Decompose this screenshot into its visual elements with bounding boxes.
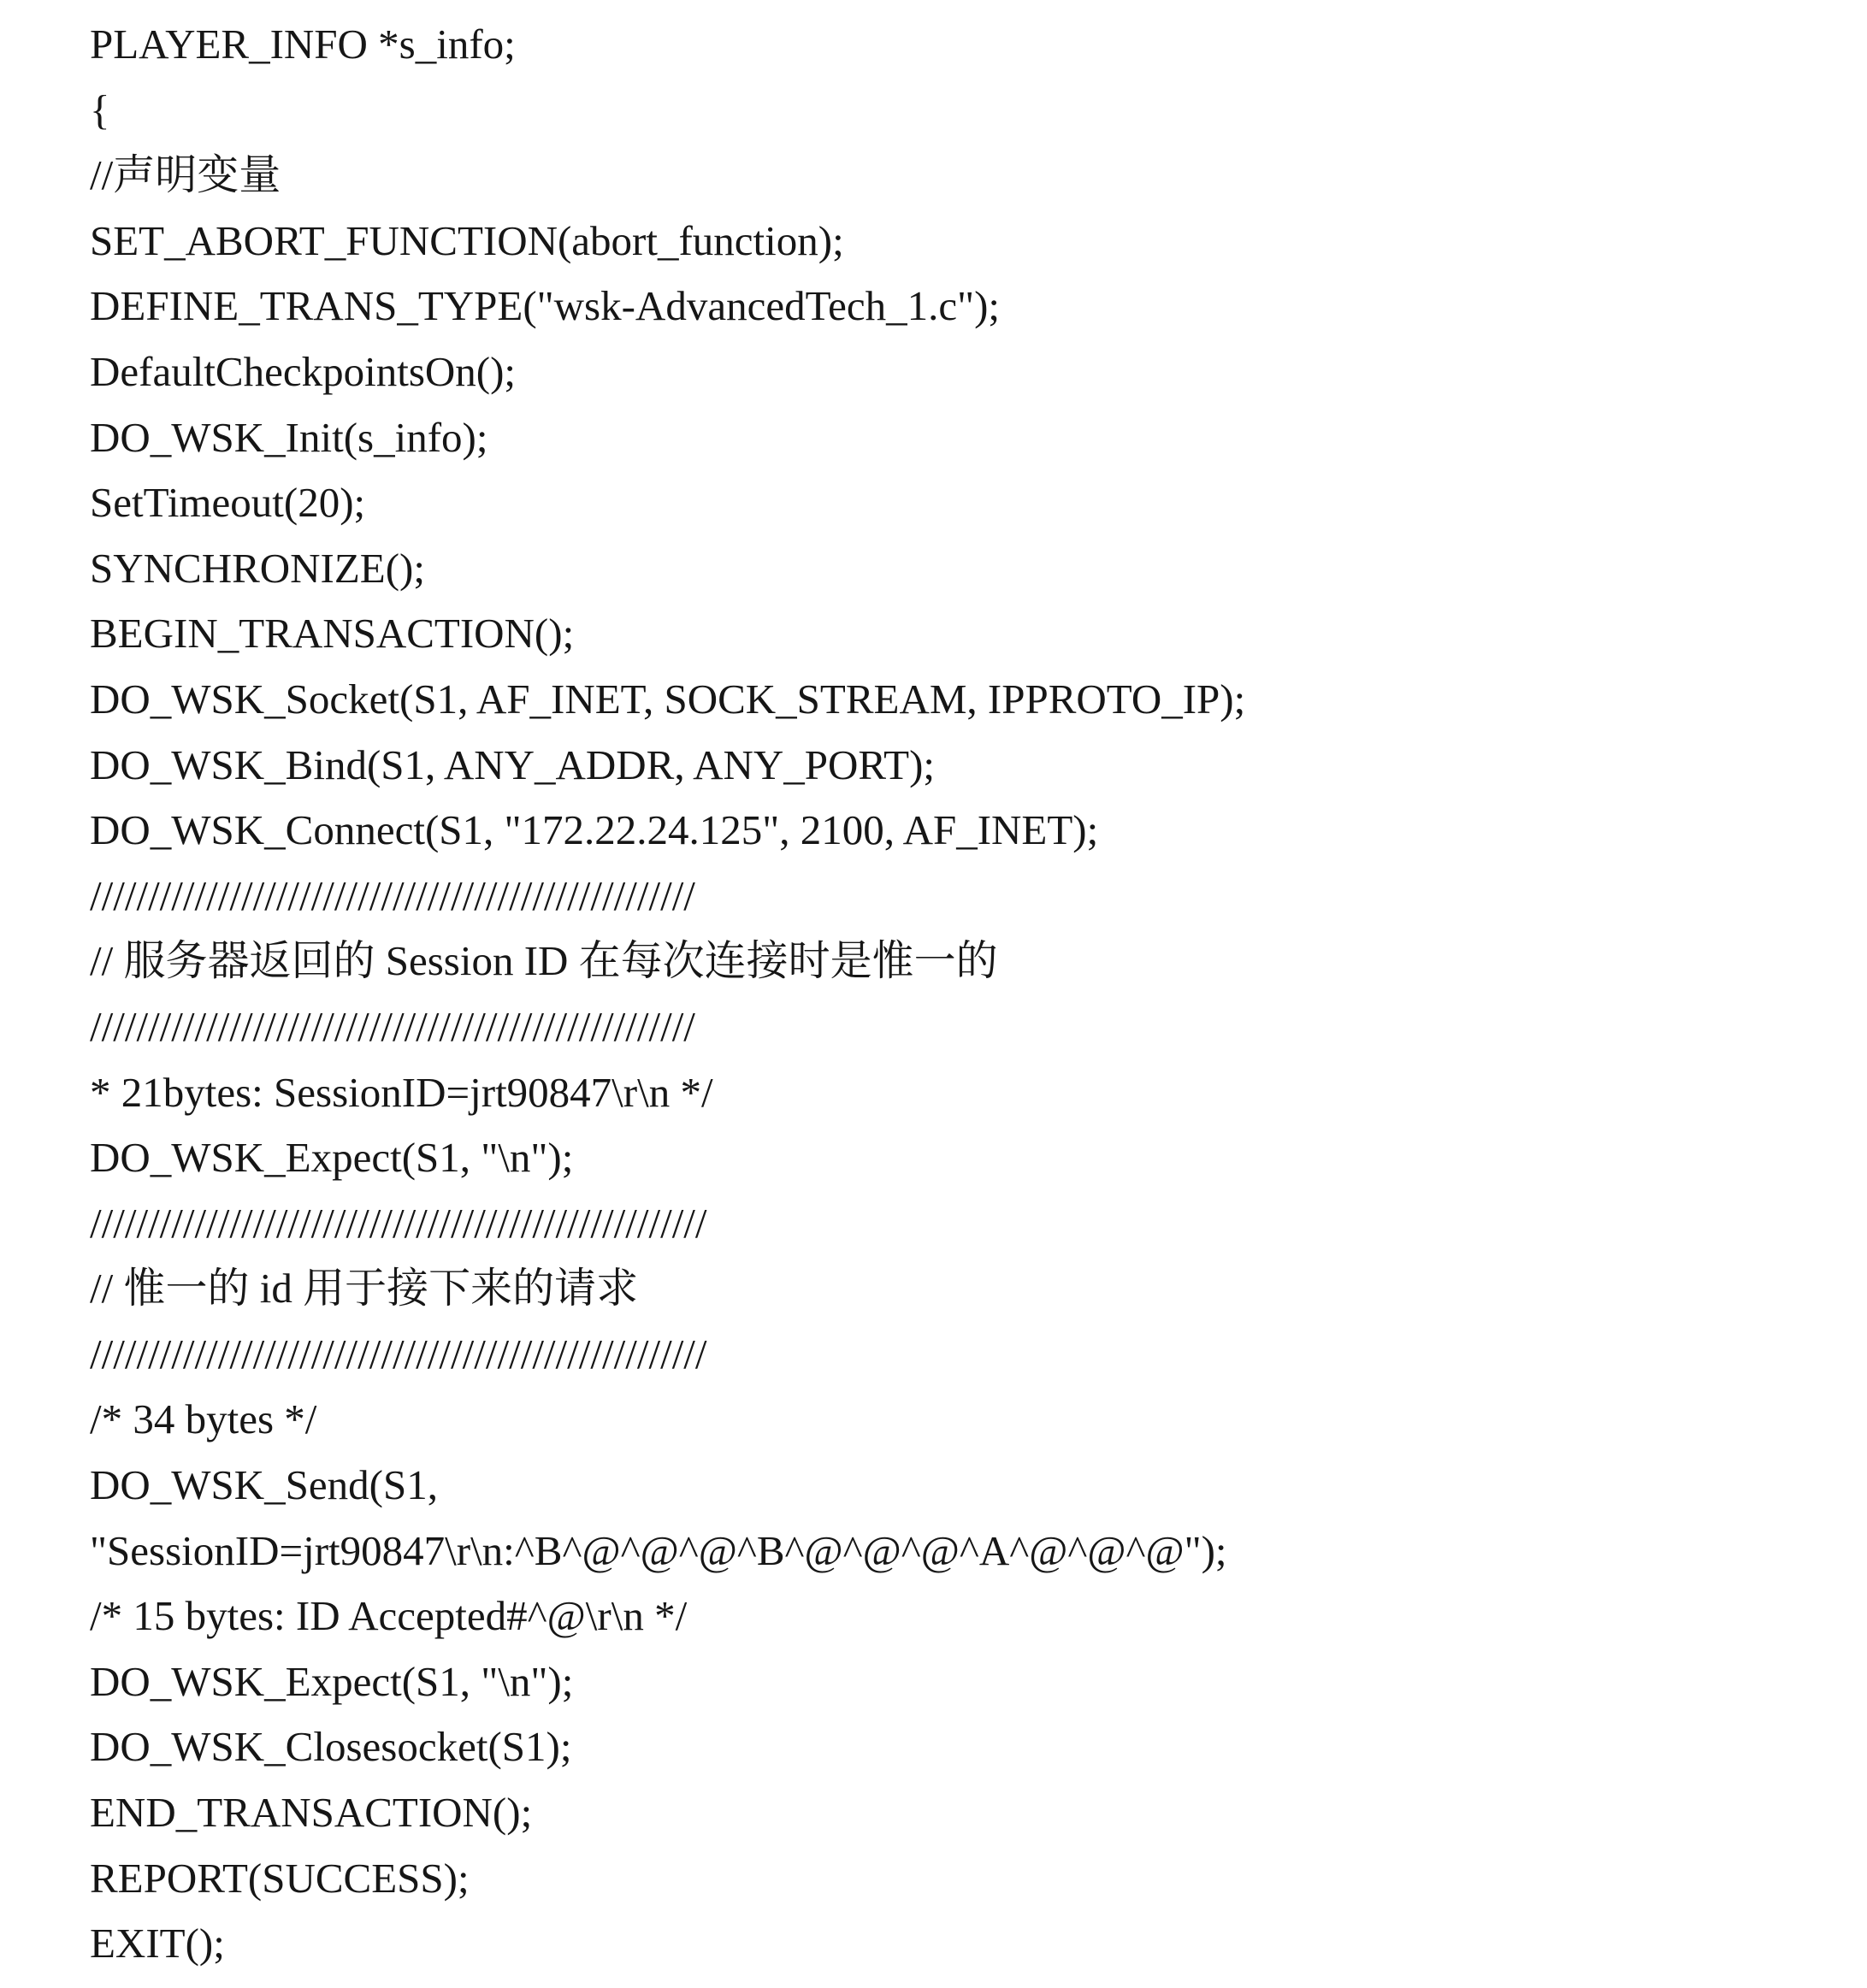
code-line-wsk-closesocket: DO_WSK_Closesocket(S1); — [90, 1723, 572, 1771]
code-line-wsk-expect: DO_WSK_Expect(S1, "\n"); — [90, 1657, 574, 1705]
code-line-synchronize: SYNCHRONIZE(); — [90, 544, 425, 592]
code-line-define-trans-type: DEFINE_TRANS_TYPE("wsk-AdvancedTech_1.c"); — [90, 282, 1001, 330]
code-listing — [90, 12, 1835, 1977]
code-line-wsk-connect: DO_WSK_Connect(S1, "172.22.24.125", 2100, AF_INET); — [90, 806, 1099, 854]
code-line-wsk-expect: DO_WSK_Expect(S1, "\n"); — [90, 1134, 574, 1182]
code-line-wsk-send: DO_WSK_Send(S1, — [90, 1461, 438, 1509]
code-line-set-abort-function: SET_ABORT_FUNCTION(abort_function); — [90, 216, 844, 264]
code-line-comment-21bytes: * 21bytes: SessionID=jrt90847\r\n */ — [90, 1068, 713, 1116]
code-line-wsk-send-payload: "SessionID=jrt90847\r\n:^B^@^@^@^B^@^@^@^A^@^@^@"); — [90, 1526, 1227, 1574]
code-line-wsk-bind: DO_WSK_Bind(S1, ANY_ADDR, ANY_PORT); — [90, 740, 936, 788]
code-line-comment-declare-vars: //声明变量 — [90, 151, 281, 199]
code-line-separator: //////////////////////////////////////////////////// — [90, 871, 695, 919]
code-line-begin-transaction: BEGIN_TRANSACTION(); — [90, 610, 575, 658]
code-line-open-brace: { — [90, 86, 110, 133]
code-line-default-checkpoints-on: DefaultCheckpointsOn(); — [90, 347, 517, 395]
code-line-separator: //////////////////////////////////////////////////// — [90, 1002, 695, 1050]
code-line-comment-34bytes: /* 34 bytes */ — [90, 1395, 317, 1443]
code-line-player-info: PLAYER_INFO *s_info; — [90, 21, 516, 68]
code-line-separator: ///////////////////////////////////////////////////// — [90, 1199, 707, 1247]
code-line-wsk-socket: DO_WSK_Socket(S1, AF_INET, SOCK_STREAM, IPPROTO_IP); — [90, 675, 1246, 723]
code-line-report-success: REPORT(SUCCESS); — [90, 1854, 470, 1902]
code-line-exit: EXIT(); — [90, 1920, 225, 1967]
code-line-comment-15bytes: /* 15 bytes: ID Accepted#^@\r\n */ — [90, 1592, 688, 1640]
code-line-wsk-init: DO_WSK_Init(s_info); — [90, 413, 488, 461]
code-line-comment-session-id: // 服务器返回的 Session ID 在每次连接时是惟一的 — [90, 937, 998, 985]
code-line-set-timeout: SetTimeout(20); — [90, 479, 366, 527]
code-line-end-transaction: END_TRANSACTION(); — [90, 1789, 533, 1837]
code-line-separator: ///////////////////////////////////////////////////// — [90, 1330, 707, 1377]
code-line-comment-unique-id: // 惟一的 id 用于接下来的请求 — [90, 1265, 639, 1313]
